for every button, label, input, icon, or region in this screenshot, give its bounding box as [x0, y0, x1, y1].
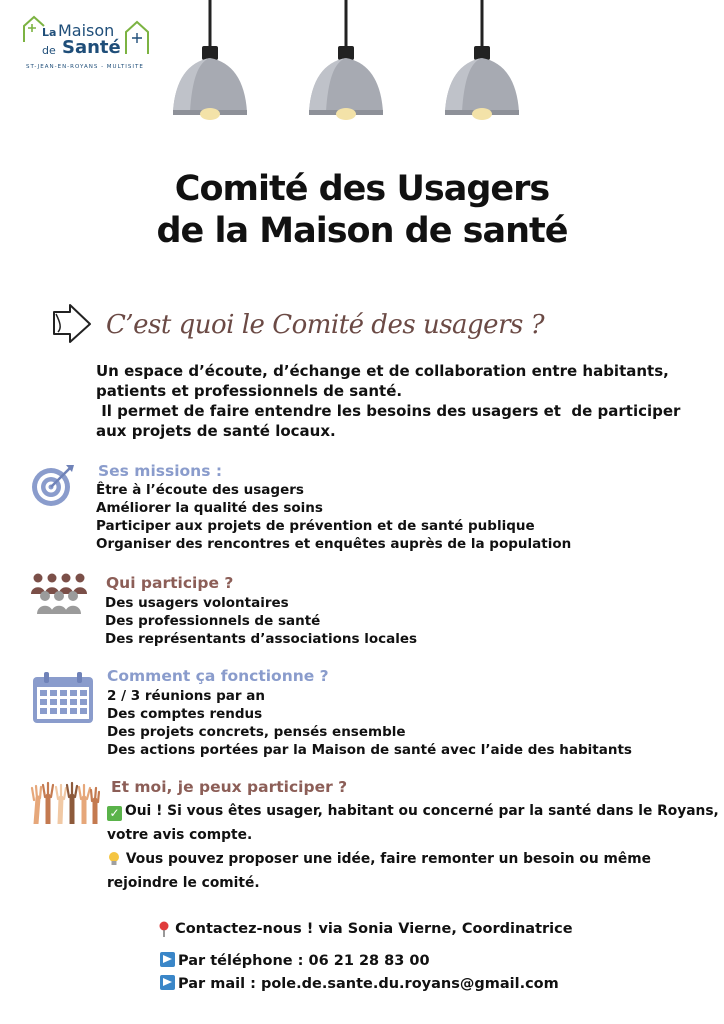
functioning-heading: Comment ça fonctionne ? — [107, 667, 329, 685]
contact-intro — [158, 921, 573, 937]
title-line-2: de la Maison de santé — [156, 211, 568, 251]
intro-line-2: patients et professionnels de santé. — [96, 382, 403, 400]
contact-phone-text[interactable]: Par téléphone : 06 21 28 83 00 — [178, 953, 430, 969]
participants-item: Des usagers volontaires — [105, 595, 289, 611]
join-line-3-text: Vous pouvez proposer une idée, faire remonter un besoin ou même — [125, 851, 651, 867]
right-arrow-icon — [160, 952, 175, 967]
join-line-1-text: Oui ! Si vous êtes usager, habitant ou concerné par la santé dans le Royans, — [125, 803, 719, 819]
pendant-lamp-icon — [306, 0, 386, 125]
functioning-item: 2 / 3 réunions par an — [107, 688, 265, 704]
join-line-3 — [107, 850, 651, 868]
participants-item: Des professionnels de santé — [105, 613, 321, 629]
hand-drawn-arrow-icon — [50, 302, 94, 346]
missions-item: Être à l’écoute des usagers — [96, 482, 304, 498]
raised-hands-icon — [30, 780, 100, 824]
intro-line-4: aux projets de santé locaux. — [96, 422, 336, 440]
logo-subtitle: ST-JEAN-EN-ROYANS - MULTISITE — [26, 64, 144, 70]
title-line-1: Comité des Usagers — [174, 169, 550, 209]
pendant-lamp-icon — [442, 0, 522, 125]
participants-heading: Qui participe ? — [106, 574, 234, 592]
participants-item: Des représentants d’associations locales — [105, 631, 418, 647]
missions-item: Améliorer la qualité des soins — [96, 500, 323, 516]
intro-line-3: Il permet de faire entendre les besoins des usagers et de participer — [96, 402, 681, 420]
people-group-icon — [28, 570, 90, 616]
check-icon: ✓ — [107, 806, 122, 821]
logo-de: de — [42, 44, 56, 57]
calendar-icon — [32, 672, 94, 724]
page-title — [0, 168, 724, 252]
logo — [22, 14, 162, 74]
what-heading: C’est quoi le Comité des usagers ? — [106, 310, 545, 340]
functioning-item: Des actions portées par la Maison de santé avec l’aide des habitants — [107, 742, 632, 758]
join-line-2: votre avis compte. — [107, 827, 253, 843]
intro-line-1: Un espace d’écoute, d’échange et de collaboration entre habitants, — [96, 362, 669, 380]
contact-mail[interactable] — [160, 975, 559, 992]
pin-icon — [158, 921, 170, 937]
missions-item: Participer aux projets de prévention et de santé publique — [96, 518, 535, 534]
missions-item: Organiser des rencontres et enquêtes auprès de la population — [96, 536, 572, 552]
right-arrow-icon — [160, 975, 175, 990]
join-line-1 — [107, 802, 719, 821]
contact-phone[interactable] — [160, 952, 430, 969]
missions-heading: Ses missions : — [98, 462, 223, 480]
contact-intro-text: Contactez-nous ! via Sonia Vierne, Coordinatrice — [175, 921, 573, 937]
target-icon — [30, 462, 76, 508]
logo-sante: Santé — [62, 37, 121, 58]
functioning-item: Des comptes rendus — [107, 706, 263, 722]
functioning-item: Des projets concrets, pensés ensemble — [107, 724, 406, 740]
logo-la: La — [42, 26, 57, 39]
lightbulb-icon — [107, 851, 121, 867]
join-line-4: rejoindre le comité. — [107, 875, 260, 891]
contact-mail-text[interactable]: Par mail : pole.de.sante.du.royans@gmail.com — [178, 976, 559, 992]
logo-maison: Maison — [58, 21, 115, 40]
join-heading: Et moi, je peux participer ? — [111, 778, 348, 796]
pendant-lamp-icon — [170, 0, 250, 125]
